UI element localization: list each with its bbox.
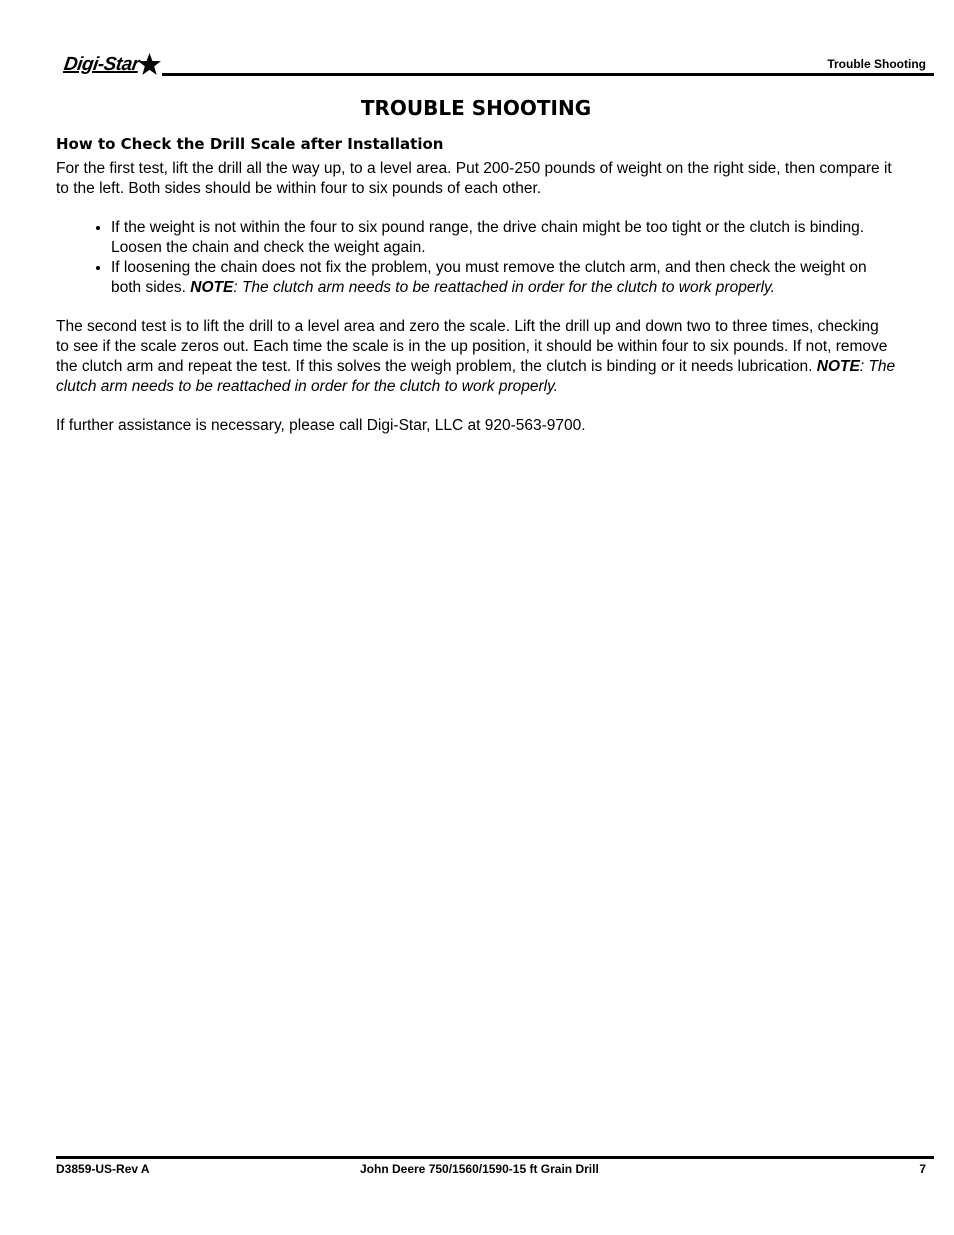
list-item (111, 218, 896, 258)
note-text: : The clutch arm needs to be reattached in order for the clutch to work properly. (56, 358, 896, 395)
paragraph-assistance: If further assistance is necessary, please call Digi-Star, LLC at 920-563-9700. (56, 417, 586, 434)
note-label: NOTE (190, 279, 234, 296)
note-label: NOTE (816, 358, 860, 375)
list-item (111, 258, 896, 298)
list-item-text: If loosening the chain does not fix the problem, you must remove the clutch arm, and then check the weight on both sides. (111, 259, 867, 296)
page-footer (56, 1156, 934, 1180)
page-header (56, 50, 934, 80)
bullet-list (56, 218, 896, 298)
note-text: : The clutch arm needs to be reattached in order for the clutch to work properly. (233, 279, 775, 296)
star-icon (137, 52, 162, 77)
paragraph-text: The second test is to lift the drill to a level area and zero the scale. Lift the drill up and down two to three times, checking to see if the scale zeros out. Each time the scale is in the up position, it should be within four to six pounds. If not, remove the clutch arm and repeat the test. If this solves the weigh problem, the clutch is binding or it needs lubrication. (56, 318, 888, 375)
paragraph-second-test (56, 317, 896, 397)
header-section-title: Trouble Shooting (827, 57, 926, 71)
page-content (56, 94, 896, 436)
footer-product: John Deere 750/1560/1590-15 ft Grain Drill (360, 1162, 599, 1176)
page-title: TROUBLE SHOOTING (360, 96, 592, 120)
header-rule (162, 73, 934, 76)
footer-page-number: 7 (919, 1162, 926, 1176)
footer-doc-id: D3859-US-Rev A (56, 1162, 150, 1176)
footer-rule (56, 1156, 934, 1159)
paragraph-first-test: For the first test, lift the drill all the way up, to a level area. Put 200-250 pounds of weight on the right side, then compare it to the left. Both sides should be within four to six pounds of each other. (56, 160, 892, 197)
section-heading: How to Check the Drill Scale after Installation (56, 135, 444, 153)
digi-star-logo: Digi-Star (62, 54, 141, 75)
note (190, 279, 775, 296)
list-item-text: If the weight is not within the four to six pound range, the drive chain might be too tight or the clutch is binding. Loosen the chain and check the weight again. (111, 219, 865, 256)
